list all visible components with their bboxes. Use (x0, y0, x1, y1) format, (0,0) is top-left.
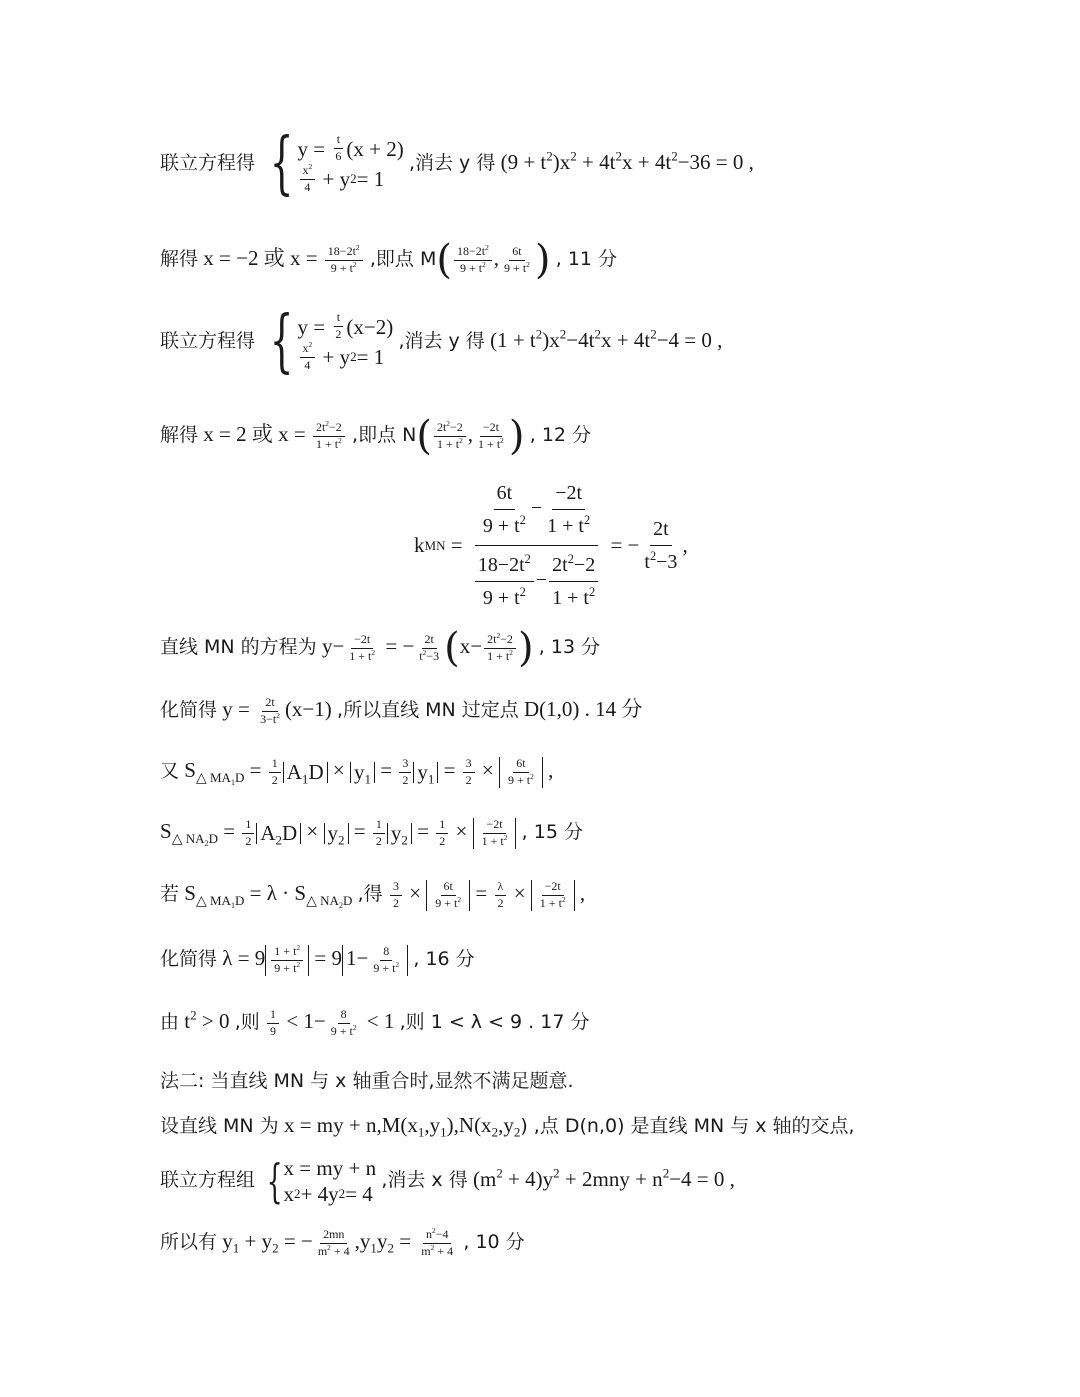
lambda-line: 化简得 λ = 9 $\frac{1 + t^2}{9 + t^2}$ = 9 1− $\frac{8}{9 + t^2}$ , 16 分 (160, 943, 475, 975)
quadratic-equation: $(9 + t^2)x^2 + 4t^2x + 4t^2-36 = 0$ , (500, 148, 754, 174)
equation-system-3-line (160, 1155, 735, 1208)
score-text: , 13 分 (538, 635, 601, 658)
area-na2d-line: $S_{\triangle NA_2D}$ = $\frac{1}{2}$ $A_2D \times y_2$ = $\frac{1}{2}$ $y_2$ = $\frac{1}{2}$ × $\frac{-2t}{1 + t^2}$ , 15 分 (160, 817, 583, 848)
label-text: 所以有 (160, 1231, 218, 1254)
range-line: 由 $t^2 > 0$ ,则 $\frac{1}{9}$ < 1− $\frac{8}{9 + t^2}$ < 1 ,则 1 < λ < 9 . 17 分 (160, 1007, 590, 1038)
comma: , (682, 533, 688, 557)
quadratic-equation: $(1 + t^2)x^2-4t^2x + 4t^2-4 = 0$ , (490, 326, 723, 352)
label-text: 由 (160, 1011, 180, 1034)
comma: , (548, 758, 554, 783)
area-ma1d-line: 又 $S_{\triangle MA_1D}$ = $\frac{1}{2}$ $A_1D \times y_1$ = $\frac{3}{2}$ $y_1$ = $\frac{3}{2}$ × $\frac{6t}{9 + t^2}$ , (160, 756, 554, 787)
score-text: , 10 分 (463, 1231, 525, 1254)
label-text: 若 (160, 883, 180, 906)
equation-system-1-line (160, 124, 754, 203)
setup-eq-part: ) ,点 D(n,0) 是直线 MN 与 x 轴的交点, (520, 1115, 855, 1137)
line-mn-setup: 设直线 MN 为 x = my + $n,M(x_1,y_1),N(x_2,y_2)$ ,点 D(n,0) 是直线 MN 与 x 轴的交点, (160, 1113, 855, 1140)
label-text: 联立方程得 (160, 151, 256, 174)
solution-n-line: 解得 x = 2 或 x = $\frac{2t^2-2}{1 + t^2}$ ,即点 N( $\frac{2t^2-2}{1 + t^2}$ , $\frac{-2t}{1 + t^2}$ ) , 12 分 (160, 413, 592, 459)
score-text: , 12 分 (529, 423, 592, 446)
then-text: ,得 (357, 883, 383, 906)
quadratic-equation: $(m^2 + 4)y^2 + 2mny + n^2-4 = 0$ , (472, 1165, 735, 1192)
conclusion-text: ,则 1 < λ < 9 . 17 分 (399, 1011, 590, 1034)
setup-eq-part: ,y (498, 1113, 514, 1137)
label-text: 又 (160, 760, 180, 783)
label-text: 联立方程组 (160, 1169, 256, 1192)
label-text: 解得 (160, 423, 199, 446)
vieta-line: 所以有 $y_1 + y_2$ = − $\frac{2mn}{m^2 + 4}$ $,y_1y_2$ = $\frac{n^2-4}{m^2 + 4}$ , 10 分 (160, 1226, 525, 1258)
line-mn-equation: 直线 MN 的方程为 y− $\frac{-2t}{1 + t^2}$ = − $\frac{2t}{t^2-3}$ (x− $\frac{2t^2-2}{1 + t^2}$ ) , 13 分 (160, 625, 601, 671)
slope-line: k MN = $\frac{6t}{9 + t^2}$ − $\frac{-2t}{1 + t^2}$ $\frac{18-2t^2}{9 + t^2}$ − $\frac{2t^2-2}{1 + t^2}$ = − $\frac{2t}{t^2-3}$ , (414, 478, 688, 613)
roots-text: x = 2 或 x = (203, 421, 306, 446)
setup-eq: x = my + n,M(x (283, 1113, 418, 1137)
equals-sign: = (450, 533, 463, 557)
score-text: , 16 分 (413, 948, 475, 971)
point-label: ,即点 M (369, 247, 437, 270)
area-ratio-line: 若 $S_{\triangle MA_1D} = \lambda \cdot S_{\triangle NA_2D}$ ,得 $\frac{3}{2}$ × $\frac{6t}{9 + t^2}$ = $\frac{\lambda}{2}$ × $\frac{-2t}{1 + t^2}$ , (160, 879, 586, 910)
score-text: , 11 分 (555, 247, 618, 270)
eliminate-text: ,消去 y 得 (398, 329, 485, 352)
label-text: 解得 (160, 247, 199, 270)
simplified-line: 化简得 y = $\frac{2t}{3-t^2}$ (x−1) ,所以直线 MN 过定点 D(1,0) . 14 分 (160, 695, 643, 726)
label-text: 化简得 (160, 948, 218, 971)
equation-system-2-line (160, 302, 723, 381)
label-text: 化简得 (160, 699, 218, 722)
setup-eq-part: ,y (424, 1113, 441, 1137)
equation-system: { x = my + n x 2 + 4y 2 = 4 (266, 1154, 377, 1209)
then-text: ,则 (234, 1011, 260, 1034)
result-sign: = − (610, 533, 640, 557)
fixed-point: D(1,0) . 14 分 (524, 697, 643, 722)
comma: , (579, 881, 586, 906)
score-text: , 15 分 (521, 821, 583, 844)
equation-system: { y = $\frac{t}{2}$ (x−2) $\frac{x^2}{4}$ + y 2 = 1 (270, 302, 394, 381)
setup-eq-part: ),N(x (446, 1113, 492, 1137)
fixed-point-text: ,所以直线 MN 过定点 (337, 699, 519, 722)
label-text: 联立方程得 (160, 329, 256, 352)
roots-text: x = −2 或 x = (203, 245, 318, 270)
equation-system: { y = $\frac{t}{6}$ (x + 2) $\frac{x^2}{4}$ + y 2 = 1 (270, 124, 404, 203)
slope-symbol: k (414, 533, 425, 557)
label-text: 直线 MN 的方程为 (160, 635, 317, 658)
label-text: 设直线 MN 为 (160, 1115, 279, 1137)
point-label: ,即点 N (352, 423, 417, 446)
method-two-line: 法二: 当直线 MN 与 x 轴重合时,显然不满足题意. (160, 1070, 574, 1092)
eliminate-text: ,消去 y 得 (408, 151, 496, 174)
eliminate-text: ,消去 x 得 (381, 1169, 468, 1192)
solution-m-line: 解得 x = −2 或 x = $\frac{18-2t^2}{9 + t^2}$ ,即点 M( $\frac{18-2t^2}{9 + t^2}$ , $\frac{6t}{9 + t^2}$ ) , 11 分 (160, 237, 618, 283)
